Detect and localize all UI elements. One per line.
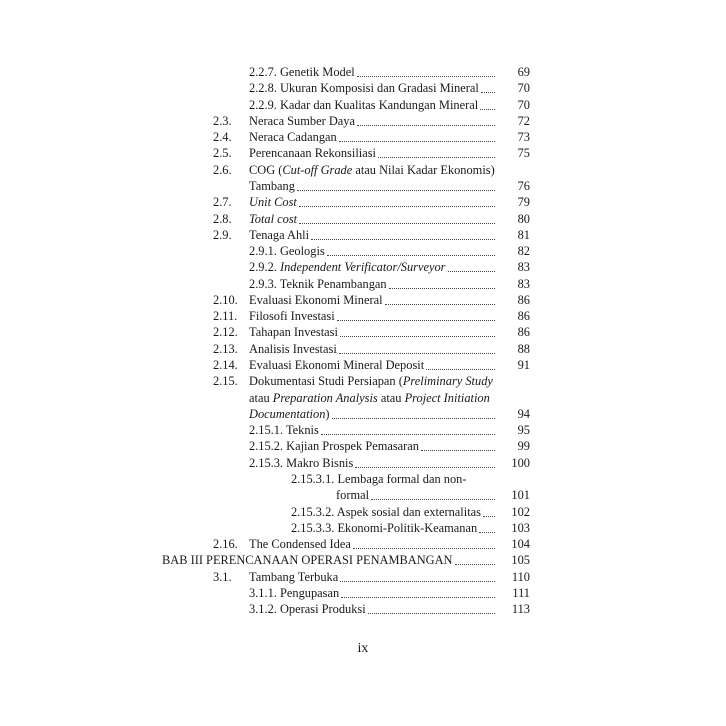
toc-section-number: 2.13. (213, 341, 238, 356)
toc-title-part: Tenaga Ahli (249, 227, 310, 242)
toc-title-part: Filosofi Investasi (249, 309, 335, 324)
toc-title-text (162, 552, 453, 568)
toc-entry (0, 601, 726, 617)
toc-title-part: 2.15.1. Teknis (249, 423, 319, 438)
dot-leader (385, 295, 495, 305)
dot-leader (368, 604, 495, 614)
dot-leader (389, 279, 495, 289)
toc-title-text (249, 64, 355, 80)
toc-title-text (249, 357, 424, 373)
toc-title-part: atau (377, 390, 405, 405)
toc-section-number: 2.16. (213, 537, 238, 552)
toc-section-number: 2.7. (213, 195, 232, 210)
toc-page-number: 76 (517, 178, 530, 193)
toc-page-number: 111 (512, 585, 530, 600)
toc-title-part: 2.9.2. (249, 260, 280, 275)
toc-section-number: 2.15. (213, 374, 238, 389)
toc-page-number: 100 (511, 455, 530, 470)
dot-leader (341, 588, 495, 598)
toc-title (249, 308, 495, 324)
toc-title-italic-part: Unit Cost (249, 195, 297, 210)
toc-entry (0, 145, 726, 161)
toc-page-number: 79 (517, 195, 530, 210)
toc-title-text (249, 308, 335, 324)
toc-title (249, 341, 495, 357)
toc-title-text (249, 585, 339, 601)
dot-leader (357, 116, 495, 126)
dot-leader (480, 100, 495, 110)
toc-title-text (249, 390, 490, 406)
toc-entry (0, 357, 726, 373)
toc-title-part: atau Nilai Kadar Ekonomis) (352, 162, 495, 177)
dot-leader (483, 507, 495, 517)
toc-section-number: 2.12. (213, 325, 238, 340)
dot-leader (455, 555, 495, 565)
toc-title-part: 2.15.3. Makro Bisnis (249, 455, 354, 470)
toc-entry (0, 211, 726, 227)
toc-title-text (249, 292, 383, 308)
toc-entry (0, 64, 726, 80)
toc-title (249, 455, 495, 471)
toc-page-number: 83 (517, 260, 530, 275)
toc-title-text (249, 97, 478, 113)
toc-section-number: 2.9. (213, 227, 232, 242)
toc-title-text (249, 536, 351, 552)
toc-page-number: 73 (517, 130, 530, 145)
toc-title (249, 259, 495, 275)
dot-leader (297, 181, 495, 191)
toc-entry (0, 243, 726, 259)
toc-page-number: 104 (511, 537, 530, 552)
toc-title-text (291, 471, 466, 487)
toc-page-number: 103 (511, 520, 530, 535)
toc-title-part: Neraca Cadangan (249, 130, 337, 145)
toc-title-text (291, 504, 481, 520)
toc-page-number: 113 (511, 602, 530, 617)
dot-leader (421, 441, 495, 451)
dot-leader (355, 458, 495, 468)
toc-title-part: 2.9.1. Geologis (249, 244, 325, 259)
toc-page-number: 72 (517, 113, 530, 128)
toc-title (249, 194, 495, 210)
toc-entry (0, 341, 726, 357)
toc-title-part: Perencanaan Rekonsiliasi (249, 146, 376, 161)
toc-title (249, 390, 495, 406)
dot-leader (339, 132, 495, 142)
dot-leader (332, 409, 495, 419)
toc-entry (0, 536, 726, 552)
toc-section-number: 2.11. (213, 309, 238, 324)
toc-entry (0, 455, 726, 471)
toc-entry (0, 438, 726, 454)
toc-title-part: 2.2.8. Ukuran Komposisi dan Gradasi Mineral (249, 81, 479, 96)
toc-title-part: 2.15.3.3. Ekonomi-Politik-Keamanan (291, 520, 478, 535)
dot-leader (311, 230, 495, 240)
toc-title-part: 3.1.2. Operasi Produksi (249, 602, 366, 617)
toc-entry (0, 259, 726, 275)
toc-title-part: Neraca Sumber Daya (249, 113, 355, 128)
dot-leader (378, 148, 495, 158)
toc-title (162, 552, 495, 568)
toc-title (249, 113, 495, 129)
toc-entry (0, 113, 726, 129)
toc-page-number: 102 (511, 504, 530, 519)
toc-title (249, 569, 495, 585)
toc-title-part: formal (336, 488, 370, 503)
toc-section-number: 2.14. (213, 358, 238, 373)
toc-title (249, 129, 495, 145)
toc-title-text (249, 406, 330, 422)
dot-leader (340, 327, 495, 337)
toc-page-number: 91 (517, 358, 530, 373)
toc-title-part: Evaluasi Ekonomi Mineral Deposit (249, 358, 425, 373)
toc-title-part: Evaluasi Ekonomi Mineral (249, 292, 383, 307)
toc-entry (0, 227, 726, 243)
toc-entry (0, 129, 726, 145)
toc-entry (0, 552, 726, 568)
toc-entry (0, 292, 726, 308)
toc-title (249, 357, 495, 373)
dot-leader (353, 539, 495, 549)
toc-title-text (249, 129, 337, 145)
toc-page-number: 86 (517, 309, 530, 324)
toc-entry (0, 80, 726, 96)
toc-title (249, 145, 495, 161)
toc-title (249, 243, 495, 259)
toc-title-part: 3.1.1. Pengupasan (249, 585, 340, 600)
toc-title-italic-part: Cut-off Grade (282, 162, 353, 177)
toc-page-number: 70 (517, 81, 530, 96)
toc-title-text (249, 211, 297, 227)
toc-section-number: 3.1. (213, 569, 232, 584)
toc-title-text (249, 259, 446, 275)
toc-title-text (249, 276, 387, 292)
toc-title-text (336, 487, 369, 503)
toc-page-number: 105 (511, 553, 530, 568)
dot-leader (481, 83, 495, 93)
toc-title (249, 211, 495, 227)
toc-section-number: 2.4. (213, 130, 232, 145)
toc-section-number: 2.10. (213, 292, 238, 307)
toc-title-text (249, 373, 493, 389)
toc-title-italic-part: Documentation (249, 406, 326, 421)
toc-title-part: 2.2.9. Kadar dan Kualitas Kandungan Mineral (249, 97, 479, 112)
page-number-footer: ix (357, 641, 369, 656)
toc-entry (0, 324, 726, 340)
toc-entry (0, 569, 726, 585)
dot-leader (448, 262, 496, 272)
toc-page-number: 88 (517, 341, 530, 356)
toc-title-part: Dokumentasi Studi Persiapan ( (249, 374, 403, 389)
toc-title (249, 178, 495, 194)
dot-leader (340, 572, 495, 582)
toc-page-number: 94 (517, 406, 530, 421)
toc-title-text (249, 438, 419, 454)
toc-page-number: 81 (517, 227, 530, 242)
toc-title (249, 438, 495, 454)
toc-page-number: 86 (517, 325, 530, 340)
toc-page-number: 75 (517, 146, 530, 161)
toc-entry (0, 471, 726, 487)
toc-title (249, 422, 495, 438)
toc-entry (0, 308, 726, 324)
toc-title-part: BAB III PERENCANAAN OPERASI PENAMBANGAN (162, 553, 453, 568)
toc-entry (0, 194, 726, 210)
toc-entry (0, 178, 726, 194)
toc-title (249, 80, 495, 96)
toc-title-part: Analisis Investasi (249, 341, 337, 356)
toc-title (249, 276, 495, 292)
toc-title (249, 373, 495, 389)
toc-section-number: 2.8. (213, 211, 232, 226)
toc-title-text (249, 324, 338, 340)
toc-title (249, 601, 495, 617)
dot-leader (479, 523, 495, 533)
toc-title-part: 2.15.2. Kajian Prospek Pemasaran (249, 439, 419, 454)
toc-entry (0, 373, 726, 389)
dot-leader (321, 425, 495, 435)
toc-title-text (249, 113, 355, 129)
dot-leader (357, 67, 495, 77)
toc-page-number: 101 (511, 488, 530, 503)
toc-entry (0, 406, 726, 422)
toc-title-italic-part: Preliminary Study (402, 374, 493, 389)
toc-title-italic-part: Project Initiation (404, 390, 490, 405)
toc-title-italic-part: Independent Verificator/Surveyor (279, 260, 446, 275)
toc-title-part: atau (249, 390, 273, 405)
toc-title-text (249, 601, 366, 617)
toc-entry (0, 97, 726, 113)
toc-entry (0, 585, 726, 601)
toc-page-number: 110 (511, 569, 530, 584)
dot-leader (299, 214, 495, 224)
toc-title-text (249, 162, 495, 178)
toc-section-number: 2.6. (213, 162, 232, 177)
toc-title-part: 2.9.3. Teknik Penambangan (249, 276, 387, 291)
toc-title-text (249, 80, 479, 96)
toc-title-text (249, 422, 319, 438)
toc-title (291, 520, 495, 536)
toc-title (249, 536, 495, 552)
toc-title (249, 64, 495, 80)
toc-title-part: Tambang (249, 178, 295, 193)
toc-entry (0, 162, 726, 178)
dot-leader (426, 360, 495, 370)
toc-title (249, 162, 495, 178)
toc-section-number: 2.3. (213, 113, 232, 128)
toc-title-part: The Condensed Idea (249, 537, 351, 552)
toc-title (291, 504, 495, 520)
toc-page-number: 95 (517, 423, 530, 438)
toc-entry (0, 487, 726, 503)
toc-section-number: 2.5. (213, 146, 232, 161)
toc-page-number: 82 (517, 244, 530, 259)
toc-title-part: COG ( (249, 162, 283, 177)
toc-title-text (291, 520, 477, 536)
toc-entry (0, 422, 726, 438)
toc-entry (0, 390, 726, 406)
toc-title-italic-part: Total cost (249, 211, 298, 226)
toc-title-text (249, 341, 337, 357)
toc-page-number: 69 (517, 65, 530, 79)
toc-title (249, 227, 495, 243)
toc-page-number: 70 (517, 97, 530, 112)
toc-page-number: 80 (517, 211, 530, 226)
toc-title (249, 406, 495, 422)
toc-title-part: 2.15.3.1. Lembaga formal dan non- (291, 472, 467, 486)
toc-title (291, 471, 495, 487)
dot-leader (337, 311, 495, 321)
toc-entry (0, 520, 726, 536)
toc-title-text (249, 243, 325, 259)
toc-title (336, 487, 495, 503)
toc-entry (0, 504, 726, 520)
toc-title-text (249, 569, 338, 585)
toc-title-text (249, 227, 309, 243)
toc-entry (0, 276, 726, 292)
dot-leader (327, 246, 495, 256)
toc-title (249, 324, 495, 340)
toc-title (249, 292, 495, 308)
toc-page-number: 83 (517, 276, 530, 291)
dot-leader (371, 490, 495, 500)
toc-title-text (249, 194, 297, 210)
toc-title-text (249, 455, 353, 471)
toc-title-italic-part: Preparation Analysis (272, 390, 378, 405)
toc-title (249, 97, 495, 113)
toc-title-part: 2.15.3.2. Aspek sosial dan externalitas (291, 504, 481, 519)
dot-leader (299, 197, 495, 207)
toc-title-part: Tahapan Investasi (249, 325, 338, 340)
toc-title-text (249, 178, 295, 194)
toc-title-part: ) (325, 406, 330, 421)
toc-page-number: 99 (517, 439, 530, 454)
toc-title-part: Tambang Terbuka (249, 569, 339, 584)
dot-leader (339, 344, 495, 354)
toc-title-part: 2.2.7. Genetik Model (249, 65, 355, 79)
toc-page-number: 86 (517, 292, 530, 307)
toc-title-text (249, 145, 376, 161)
toc-title (249, 585, 495, 601)
